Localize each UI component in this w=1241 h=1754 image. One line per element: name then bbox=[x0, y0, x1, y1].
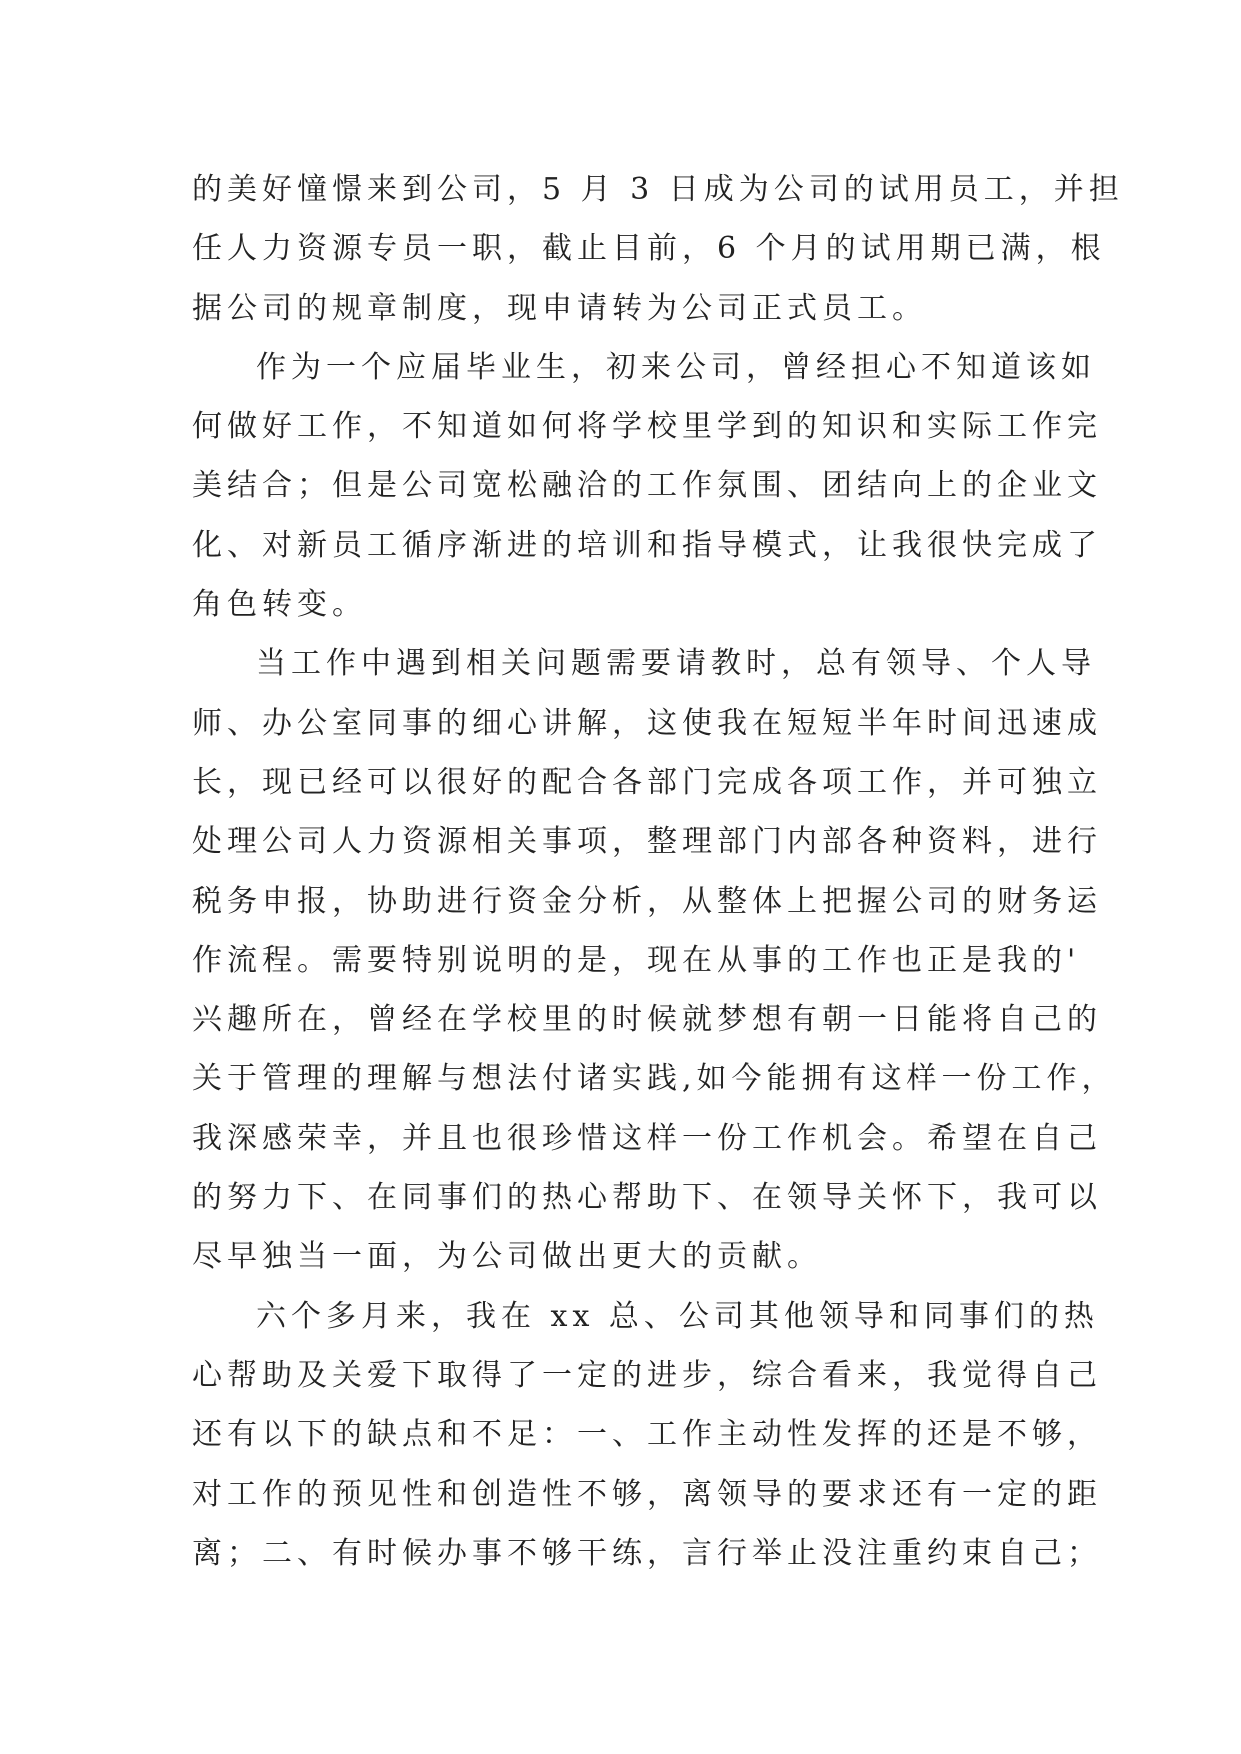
text-line: 何做好工作，不知道如何将学校里学到的知识和实际工作完 bbox=[192, 409, 1102, 445]
text-line: 处理公司人力资源相关事项，整理部门内部各种资料，进行 bbox=[192, 824, 1102, 860]
text-line: 对工作的预见性和创造性不够，离领导的要求还有一定的距 bbox=[192, 1476, 1102, 1512]
text-line: 的美好憧憬来到公司，5 月 3 日成为公司的试用员工，并担 bbox=[192, 172, 1124, 207]
text-line: 还有以下的缺点和不足：一、工作主动性发挥的还是不够， bbox=[192, 1417, 1102, 1453]
text-line: 长，现已经可以很好的配合各部门完成各项工作，并可独立 bbox=[192, 764, 1102, 800]
text-line: 作流程。需要特别说明的是，现在从事的工作也正是我的' bbox=[192, 942, 1081, 978]
text-line: 心帮助及关爱下取得了一定的进步，综合看来，我觉得自己 bbox=[192, 1357, 1102, 1393]
paragraph-start-line: 作为一个应届毕业生，初来公司，曾经担心不知道该如 bbox=[256, 349, 1096, 385]
text-line: 兴趣所在，曾经在学校里的时候就梦想有朝一日能将自己的 bbox=[192, 1002, 1102, 1038]
text-line: 角色转变。 bbox=[192, 587, 367, 623]
text-line: 的努力下、在同事们的热心帮助下、在领导关怀下，我可以 bbox=[192, 1180, 1102, 1216]
text-line: 据公司的规章制度，现申请转为公司正式员工。 bbox=[192, 290, 927, 326]
paragraph-start-line: 六个多月来，我在 xx 总、公司其他领导和同事们的热 bbox=[256, 1298, 1099, 1334]
text-line: 化、对新员工循序渐进的培训和指导模式，让我很快完成了 bbox=[192, 527, 1102, 563]
text-line: 任人力资源专员一职，截止目前，6 个月的试用期已满，根 bbox=[192, 231, 1106, 267]
text-line: 尽早独当一面，为公司做出更大的贡献。 bbox=[192, 1239, 822, 1275]
paragraph-start-line: 当工作中遇到相关问题需要请教时，总有领导、个人导 bbox=[256, 646, 1096, 682]
text-line: 美结合；但是公司宽松融洽的工作氛围、团结向上的企业文 bbox=[192, 468, 1102, 504]
body-text bbox=[192, 160, 1124, 1583]
text-line: 师、办公室同事的细心讲解，这使我在短短半年时间迅速成 bbox=[192, 705, 1102, 741]
text-line: 我深感荣幸，并且也很珍惜这样一份工作机会。希望在自己 bbox=[192, 1120, 1102, 1156]
text-line: 离；二、有时候办事不够干练，言行举止没注重约束自己； bbox=[192, 1535, 1102, 1571]
text-line: 关于管理的理解与想法付诸实践,如今能拥有这样一份工作， bbox=[192, 1061, 1117, 1097]
text-line: 税务申报，协助进行资金分析，从整体上把握公司的财务运 bbox=[192, 883, 1102, 919]
